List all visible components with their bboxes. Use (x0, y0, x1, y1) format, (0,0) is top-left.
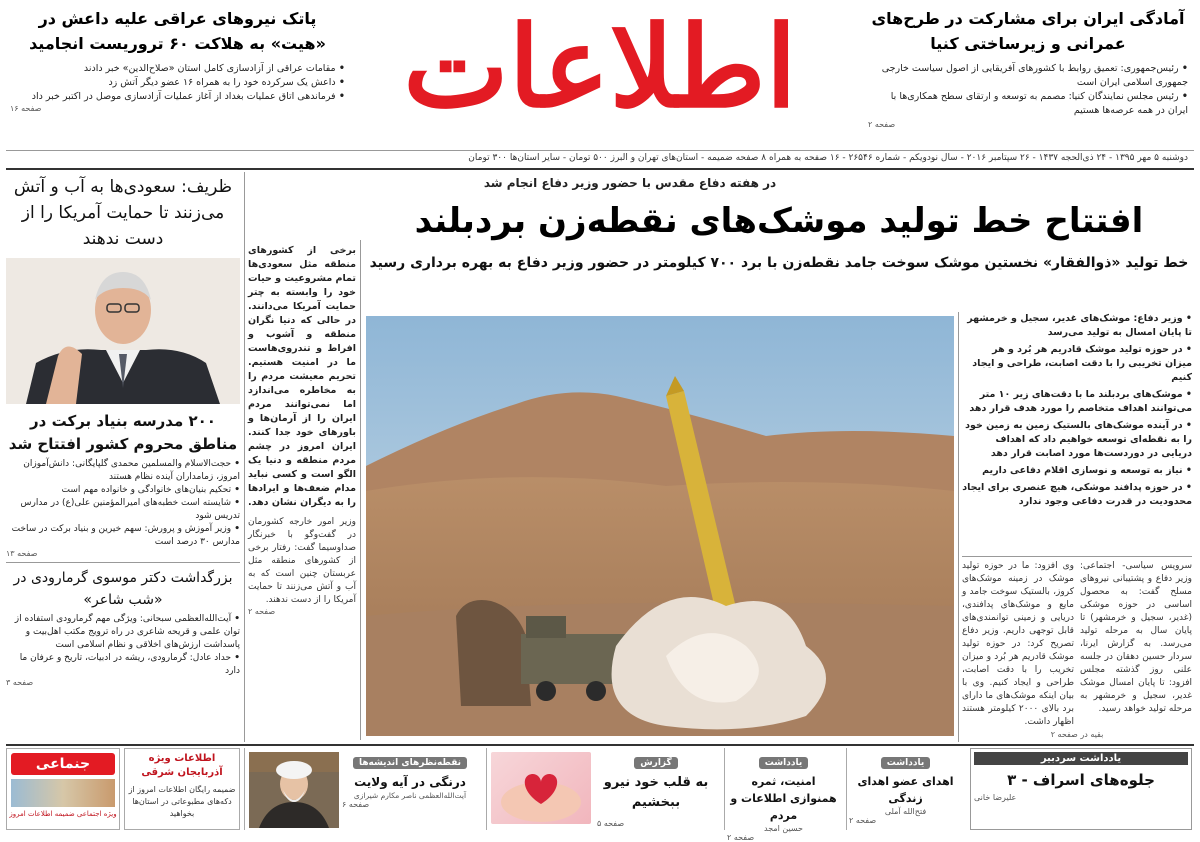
list-item: • وزیر دفاع: موشک‌های غدیر، سجیل و خرمشهر تا پایان امسال به تولید می‌رسد (962, 312, 1192, 340)
supplement-title[interactable]: اطلاعات ویژه آذربایجان شرقی (141, 753, 223, 778)
top-left-bullets (10, 62, 345, 104)
teaser-heart[interactable] (486, 748, 720, 830)
main-body-col1: سرویس سیاسی- اجتماعی: وزیر دفاع و پشتیبانی نیروهای مسلح گفت: به محصول اساسی در حوزه موشکی (غدیر، سجیل و خرمشهر) تا پایان سال به مرحله تولید می‌رسد. به گزارش ایرنا، سردار حسین دهقان در جلسه علنی روز گذشته مجلس افزود: تا پایان امسال موشک غدیر، سجیل و خرمشهر به مرحله تولید خواهد رسید. (1080, 561, 1192, 714)
top-right-headline[interactable]: آمادگی ایران برای مشارکت در طرح‌های عمرانی و زیرساختی کنیا (871, 9, 1185, 53)
left-column-divider (244, 172, 245, 742)
side-bullets (962, 312, 1192, 509)
memorial-bullets (6, 613, 240, 678)
school-bullets (6, 458, 240, 549)
teaser-label: یادداشت (759, 757, 808, 769)
side-bullets-column (962, 312, 1192, 552)
dateline-rule-top (6, 150, 1194, 151)
left-column (6, 174, 240, 740)
page-ref: صفحه ۱۶ (10, 104, 42, 113)
cleric-photo (249, 752, 339, 828)
teaser-label: گزارش (634, 757, 678, 769)
supplement-box[interactable] (124, 748, 240, 830)
main-subhead: خط تولید «ذوالفقار» نخستین موشک سوخت جامد نقطه‌زن با برد ۷۰۰ کیلومتر در حضور وزیر دفاع به بهره برداری رسید (369, 255, 1189, 271)
divider (6, 562, 240, 563)
list-item: • رئیس مجلس نمایندگان کنیا: مصمم به توسعه و ارتقای سطح همکاری‌ها با ایران در همه عرصه‌ها هستیم (868, 90, 1188, 118)
teaser-verse[interactable] (244, 748, 482, 830)
page-ref: صفحه ۲ (868, 120, 896, 129)
teaser-title[interactable]: اهدای عضو اهدای زندگی (857, 775, 954, 805)
list-item: • رئیس‌جمهوری: تعمیق روابط با کشورهای آفریقایی از اصول سیاست خارجی جمهوری اسلامی ایران است (868, 62, 1188, 90)
dateline-rule-bottom (6, 168, 1194, 170)
teaser-title[interactable]: امنیت، ثمره همنوازی اطلاعات و مردم (730, 775, 837, 822)
teaser-label: یادداشت (881, 757, 930, 769)
teaser-title[interactable]: به قلب خود نیرو ببخشیم (603, 775, 709, 810)
list-item: • در آینده موشک‌های بالستیک زمین به زمین خود را به نقطه‌ای توسعه خواهیم داد که اهداف دریایی در دوردست‌ها مورد اصابت قرار دهد (962, 419, 1192, 461)
memorial-headline[interactable]: بزرگداشت دکتر موسوی گرمارودی در «شب شاعر» (13, 570, 233, 608)
list-item: • در حوزه تولید موشک قادریم هر بُرد و هر میزان تخریبی را با دقت اصابت، طراحی و ایجاد کنیم (962, 343, 1192, 385)
page-ref: صفحه ۲ (248, 607, 276, 616)
zarif-text-divider (360, 240, 361, 740)
list-item: • موشک‌های بردبلند ما با دقت‌های زیر ۱۰ متر می‌توانند اهداف متخاصم را مورد هدف قرار دهد (962, 388, 1192, 416)
editorial-author: علیرضا خانی (974, 793, 1017, 802)
top-right-story[interactable] (868, 6, 1188, 146)
heart-photo (491, 752, 591, 824)
missile-photo (366, 316, 954, 736)
list-item: • نیاز به توسعه و نوسازی اقلام دفاعی داریم (962, 464, 1192, 478)
teaser-author: حسین امجد (764, 824, 803, 833)
continued-ref: بقیه در صفحه ۲ (1050, 730, 1104, 739)
list-item: • داعش یک سرکرده خود را به همراه ۱۶ عضو دیگر آتش زد (10, 76, 345, 90)
list-item: • تحکیم بنیان‌های خانوادگی و خانواده مهم است (6, 484, 240, 497)
missile-launch-icon (366, 316, 954, 736)
side-divider (958, 312, 959, 742)
page-ref: صفحه ۶ (342, 800, 370, 809)
list-item: • فرماندهی اتاق عملیات بغداد از آغاز عملیات آزادسازی موصل در اکتبر خبر داد (10, 90, 345, 104)
cleric-portrait-icon (249, 752, 339, 828)
top-right-bullets (868, 62, 1188, 118)
supplement-text: ضمیمه رایگان اطلاعات امروز از دکه‌های مطبوعاتی در استان‌ها بخواهید (128, 785, 236, 818)
ad-logo: جنماعی (11, 753, 115, 775)
list-item: • شایسته است خطبه‌های امیرالمؤمنین علی(ع) در مدارس تدریس شود (6, 497, 240, 523)
zarif-headline[interactable]: ظریف: سعودی‌ها به آب و آتش می‌زنند تا حمایت آمریکا را از دست ندهند (13, 177, 233, 249)
zarif-body: وزیر امور خارجه کشورمان در گفت‌وگو با خبرنگار صداوسیما گفت: رفتار برخی از کشورهای منطقه مثل عربستان چنین است که به آب و آتش می‌زنند تا حمایت آمریکا را از دست ندهند. (248, 517, 356, 605)
page-ref: صفحه ۳ (6, 678, 34, 687)
teaser-author: فتح‌الله آملی (884, 807, 927, 816)
dateline: دوشنبه ۵ مهر ۱۳۹۵ - ۲۴ ذی‌الحجه ۱۴۳۷ - ۲۶ سپتامبر ۲۰۱۶ - سال نودویکم - شماره ۲۶۵۴۶ - ۱۶ صفحه به همراه ۸ صفحه ضمیمه - استان‌های تهران و البرز ۵۰۰ تومان - سایر استان‌ها ۳۰۰ تومان (468, 153, 1188, 163)
social-supplement-ad[interactable] (6, 748, 120, 830)
heart-hands-icon (491, 752, 591, 824)
list-item: • وزیر آموزش و پرورش: سهم خیرین و بنیاد برکت در ساخت مدارس ۳۰ درصد است (6, 523, 240, 549)
divider (962, 556, 1192, 557)
zarif-text-column (248, 244, 356, 740)
page-ref: صفحه ۱۳ (6, 549, 38, 558)
teaser-title[interactable]: درنگی در آیه ولایت (354, 775, 466, 789)
list-item: • مقامات عراقی از آزادسازی کامل استان «صلاح‌الدین» خبر دادند (10, 62, 345, 76)
list-item: • حداد عادل: گرمارودی، ریشه در ادبیات، تاریخ و عرفان ما دارد (6, 652, 240, 678)
editorial-label: یادداشت سردبیر (974, 752, 1188, 765)
main-kicker: در هفته دفاع مقدس با حضور وزیر دفاع انجام شد (483, 176, 777, 190)
page-ref: صفحه ۲ (849, 816, 877, 825)
teaser-author: آیت‌الله‌العظمی ناصر مکارم شیرازی (353, 791, 467, 800)
teaser-security[interactable] (724, 748, 842, 842)
top-left-headline[interactable]: پاتک نیروهای عراقی علیه داعش در «هیت» به هلاکت ۶۰ تروریست انجامید (29, 9, 326, 53)
main-headline[interactable]: افتتاح خط تولید موشک‌های نقطه‌زن بردبلند (414, 201, 1144, 241)
page-ref: صفحه ۲ (727, 833, 755, 842)
main-body-col2: وی افزود: ما در حوزه تولید موشک در زمینه موشک‌های کروز، بالستیک سوخت جامد و مایع و موشک‌های پدافندی، دریایی و زمینی توانمندی‌های قابل توجهی داریم. وزیر دفاع تصریح کرد: در حوزه تولید موشک قادریم هر بُرد و میزان تخریب را با دقت اصابت، طراحی و ایجاد کنیم. وی با بیان اینکه موشک‌های ما دارای برد بالای ۲۰۰۰ کیلومتر هستند اظهار داشت. (962, 561, 1074, 727)
editorial-box[interactable] (970, 748, 1192, 830)
teaser-organ-donation[interactable] (846, 748, 964, 830)
list-item: • در حوزه پدافند موشکی، هیچ عنصری برای ایجاد محدودیت در قدرت دفاعی وجود ندارد (962, 481, 1192, 509)
zarif-portrait-icon (6, 258, 240, 404)
zarif-photo (6, 258, 240, 404)
top-left-story[interactable] (10, 6, 345, 146)
zarif-quote: برخی از کشورهای منطقه مثل سعودی‌ها تمام مشروعیت و حیات خود را وابسته به چتر حمایت آمریکا می‌دانند. در حالی که دنیا نگران منطقه و آشوب و افراط و تندروی‌هاست ما در امنیت هستیم. تحریم معیشت مردم را به مخاطره می‌اندازد اما نمی‌توانند مردم ایران را از آرمان‌ها و باورهای خود جدا کنند. ایران امروز در چشم مردم منطقه و دنیا یک الگو است و کسی نباید مدام ضعف‌ها و ایرادها را به دیگران نشان دهد. (248, 245, 356, 508)
teaser-label: نقطه‌نظرهای اندیشه‌ها (353, 757, 467, 769)
ad-caption: ویژه اجتماعی ضمیمه اطلاعات امروز (9, 810, 117, 818)
ad-image (11, 779, 115, 807)
page-ref: صفحه ۵ (597, 819, 625, 828)
school-headline[interactable]: ۲۰۰ مدرسه بنیاد برکت در مناطق محروم کشور افتتاح شد (8, 412, 238, 453)
list-item: • حجت‌الاسلام والمسلمین محمدی گلپایگانی: دانش‌آموزان امروز، زمامداران آینده نظام هستند (6, 458, 240, 484)
list-item: • آیت‌الله‌العظمی سبحانی: ویژگی مهم گرمارودی استفاده از توان علمی و قریحه شاعری در راه ترویج مکتب اهل‌بیت و پاسداشت ارزش‌های اخلاقی و نظام اسلامی است (6, 613, 240, 652)
masthead-logo: اطلاعات (403, 2, 797, 133)
bottom-rule (6, 744, 1194, 746)
editorial-title[interactable]: جلوه‌های اسراف - ۳ (1007, 771, 1155, 789)
